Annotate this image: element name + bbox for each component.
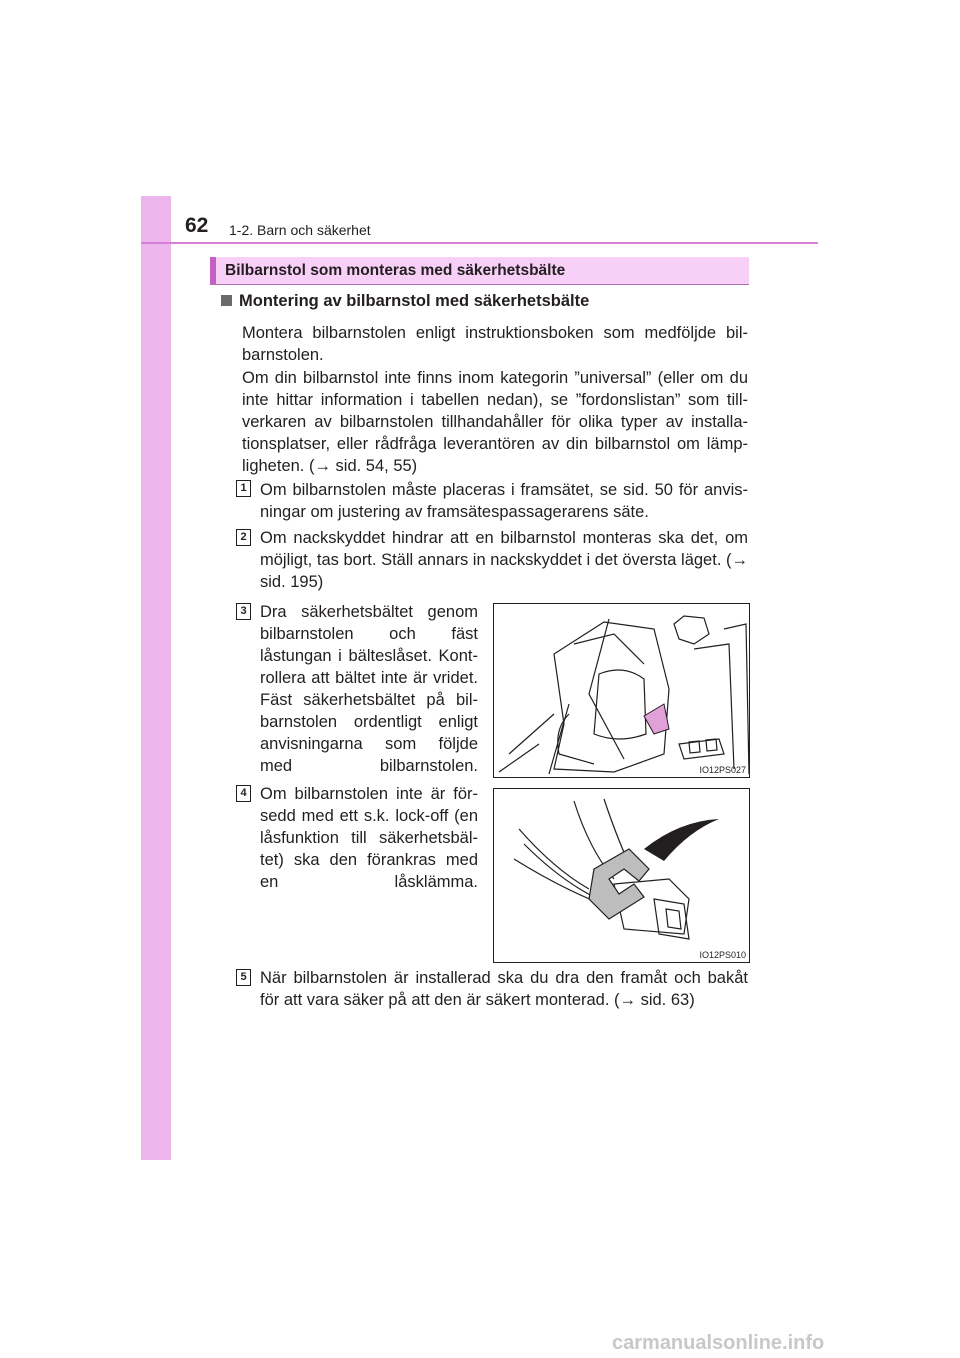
step-number-4: 4 xyxy=(236,785,251,802)
step-text-5: När bilbarnstolen är installerad ska du dra den framåt och bakåt för att vara säker på att den är säkert monterad. (→ sid. 63) xyxy=(260,969,748,1009)
child-seat-illustration xyxy=(494,604,749,777)
subheading xyxy=(221,290,589,312)
watermark: carmanualsonline.info xyxy=(612,1332,825,1354)
intro-paragraph-2: Om din bilbarnstol inte finns inom kategorin ”universal” (eller om du inte hittar information i tabellen nedan), se ”fordonslistan” som till-verkaren av bilbarnstolen tillhandahåller för olika typer av installa-tionsplatser, eller rådfråga leverantören av din bilbarnstol om lämp-ligheten. (→ sid. 54, 55) xyxy=(242,369,748,475)
step-text-3: Dra säkerhetsbältet genom bilbarnstolen och fäst låstungan i bälteslåset. Kont-rollera att bältet inte är vridet. Fäst säkerhetsbältet på bil-barnstolen ordentligt enligt anvisningarna som följde med bilbarnstolen. xyxy=(260,603,478,775)
step-number-3: 3 xyxy=(236,603,251,620)
figure-child-seat-installation xyxy=(493,603,750,778)
intro-paragraph-1: Montera bilbarnstolen enligt instruktionsboken som medföljde bil-barnstolen. xyxy=(242,324,748,364)
step-number-2: 2 xyxy=(236,529,251,546)
header-rule xyxy=(141,242,818,244)
sidebar-tab xyxy=(141,196,171,1160)
figure-code-1: IO12PS027 xyxy=(699,765,746,775)
figure-locking-clip xyxy=(493,788,750,963)
chapter-title: 1-2. Barn och säkerhet xyxy=(229,222,371,238)
step-text-2: Om nackskyddet hindrar att en bilbarnstol monteras ska det, om möjligt, tas bort. Ställ annars in nackskyddet i det översta läget. (→ sid. 195) xyxy=(260,529,748,591)
section-accent xyxy=(210,257,216,284)
section-heading-bar xyxy=(210,257,749,285)
locking-clip-illustration xyxy=(494,789,749,962)
square-bullet-icon xyxy=(221,295,232,306)
step-number-5: 5 xyxy=(236,969,251,986)
subheading-text: Montering av bilbarnstol med säkerhetsbälte xyxy=(239,292,590,310)
step-number-1: 1 xyxy=(236,480,251,497)
page-number: 62 xyxy=(185,214,209,237)
step-text-4: Om bilbarnstolen inte är för-sedd med ett s.k. lock-off (en låsfunktion till säkerhetsbäl-tet) ska den förankras med en låsklämma. xyxy=(260,785,478,891)
figure-code-2: IO12PS010 xyxy=(699,950,746,960)
step-text-1: Om bilbarnstolen måste placeras i framsätet, se sid. 50 för anvis-ningar om justering av framsätespassagerarens säte. xyxy=(260,481,748,521)
section-title: Bilbarnstol som monteras med säkerhetsbälte xyxy=(225,262,566,279)
